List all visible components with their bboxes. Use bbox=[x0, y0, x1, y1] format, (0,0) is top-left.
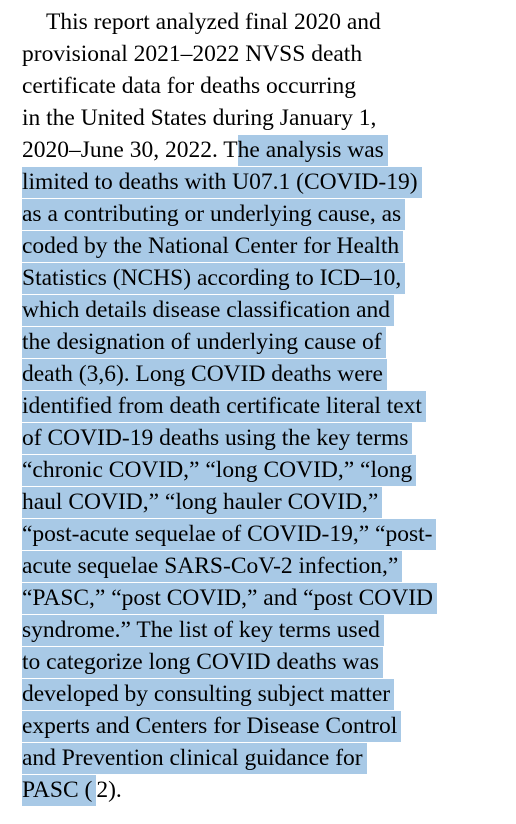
text-line[interactable] bbox=[22, 70, 502, 102]
text-line[interactable] bbox=[22, 582, 502, 614]
text-line[interactable] bbox=[22, 710, 502, 742]
text-segment: certificate data for deaths occurring bbox=[22, 73, 357, 99]
text-segment: 2). bbox=[96, 777, 122, 803]
text-segment: This report analyzed final 2020 and bbox=[46, 9, 381, 35]
text-line[interactable] bbox=[22, 326, 502, 358]
text-line[interactable] bbox=[22, 166, 502, 198]
text-line[interactable] bbox=[22, 422, 502, 454]
text-line[interactable] bbox=[22, 230, 502, 262]
selected-text[interactable]: Statistics (NCHS) according to ICD–10, bbox=[22, 263, 405, 294]
text-segment: in the United States during January 1, bbox=[22, 105, 377, 131]
text-line[interactable] bbox=[22, 358, 502, 390]
text-line[interactable] bbox=[22, 774, 502, 806]
selected-text[interactable]: syndrome.” The list of key terms used bbox=[22, 615, 384, 646]
selected-text[interactable]: the designation of underlying cause of bbox=[22, 327, 386, 358]
selected-text[interactable]: he analysis was bbox=[238, 135, 388, 166]
selected-text[interactable]: haul COVID,” “long hauler COVID,” bbox=[22, 487, 382, 518]
text-segment: 2020–June 30, 2022. T bbox=[22, 137, 238, 163]
text-line[interactable] bbox=[22, 678, 502, 710]
text-line[interactable] bbox=[22, 38, 502, 70]
selected-text[interactable]: of COVID-19 deaths using the key terms bbox=[22, 423, 412, 454]
selected-text[interactable]: acute sequelae SARS-CoV-2 infection,” bbox=[22, 551, 402, 582]
text-line[interactable] bbox=[22, 6, 502, 38]
selected-text[interactable]: “chronic COVID,” “long COVID,” “long bbox=[22, 455, 416, 486]
selected-text[interactable]: to categorize long COVID deaths was bbox=[22, 647, 383, 678]
selected-text[interactable]: PASC ( bbox=[22, 775, 96, 806]
selected-text[interactable]: experts and Centers for Disease Control bbox=[22, 711, 401, 742]
selected-text[interactable]: “PASC,” “post COVID,” and “post COVID bbox=[22, 583, 437, 614]
selected-text[interactable]: coded by the National Center for Health bbox=[22, 231, 403, 262]
selected-text[interactable]: death (3,6). Long COVID deaths were bbox=[22, 359, 387, 390]
selected-text[interactable]: identified from death certificate literal text bbox=[22, 391, 426, 422]
text-line[interactable] bbox=[22, 198, 502, 230]
text-line[interactable] bbox=[22, 454, 502, 486]
selected-text[interactable]: limited to deaths with U07.1 (COVID-19) bbox=[22, 167, 422, 198]
selected-text[interactable]: as a contributing or underlying cause, as bbox=[22, 199, 405, 230]
text-line[interactable] bbox=[22, 486, 502, 518]
text-line[interactable] bbox=[22, 550, 502, 582]
selected-text[interactable]: which details disease classification and bbox=[22, 295, 394, 326]
text-line[interactable] bbox=[22, 742, 502, 774]
text-line[interactable] bbox=[22, 646, 502, 678]
selected-text[interactable]: and Prevention clinical guidance for bbox=[22, 743, 367, 774]
text-line[interactable] bbox=[22, 102, 502, 134]
text-line[interactable] bbox=[22, 390, 502, 422]
text-line[interactable] bbox=[22, 518, 502, 550]
text-line[interactable] bbox=[22, 614, 502, 646]
document-paragraph[interactable] bbox=[22, 6, 502, 806]
text-line[interactable] bbox=[22, 134, 502, 166]
selected-text[interactable]: developed by consulting subject matter bbox=[22, 679, 394, 710]
text-segment: provisional 2021–2022 NVSS death bbox=[22, 41, 363, 67]
text-line[interactable] bbox=[22, 294, 502, 326]
selected-text[interactable]: “post-acute sequelae of COVID-19,” “post- bbox=[22, 519, 436, 550]
text-line[interactable] bbox=[22, 262, 502, 294]
